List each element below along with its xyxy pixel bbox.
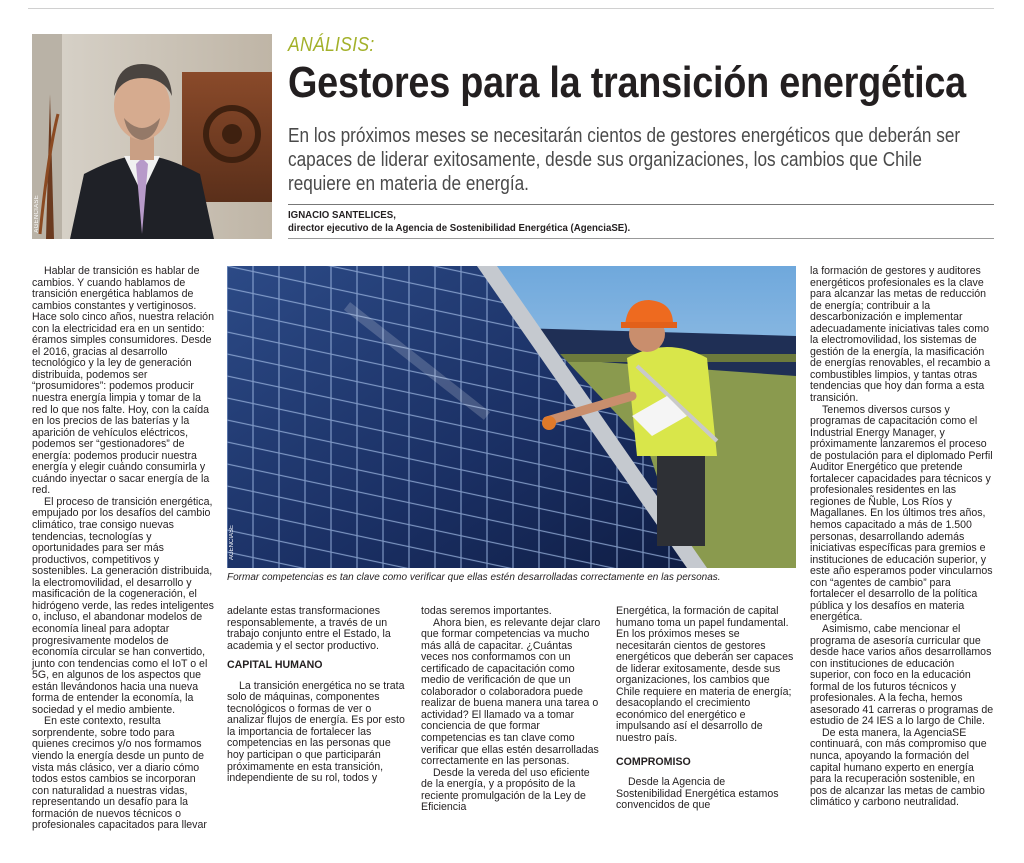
body-column-2 [227,606,405,785]
body-paragraph: La transición energética no se trata solo de máquinas, componentes tecnológicos o formas de ver o analizar flujos de energía. Es por esto la importancia de fortalecer las competencias en las personas que hoy participan o que participarán próximamente en esta transición, independiente de su rol, todos y [227,679,405,785]
body-paragraph: Asimismo, cabe mencionar el programa de asesoría curricular que desde hace varios años desarrollamos con instituciones de educación superior, con foco en la educación formal de los futuros técnicos y profesionales. A la fecha, hemos asesorado 41 carreras o programas de estudio de 24 IES a lo largo de Chile. [810,622,994,728]
byline-divider [288,204,994,205]
body-paragraph: Hablar de transición es hablar de cambios. Y cuando hablamos de transición energética hablamos de cambios constantes y vertiginosos. Hace solo cinco años, nuestra relación con la electricidad era en un sentido: éramos simples consumidores. Desde el 2016, gracias al desarrollo tecnológico y la ley de generación distribuida, podemos ser “prosumidores”: podemos producir nuestra energía limpia y tomar de la red lo que nos falte. Hoy, con la caída en los precios de las baterías y la aparición de vehículos eléctricos, podemos ser “gestionadores” de energía: podemos producir nuestra energía y elegir cuándo consumirla y cuándo inyectar o sacar energía de la red. [32,265,214,497]
top-rule [28,8,994,9]
body-column-3 [421,606,601,814]
solar-panels-photo [227,266,796,568]
portrait-credit: AGENCIASE [34,195,40,233]
section-kicker: ANÁLISIS: [288,34,375,56]
body-paragraph: todas seremos importantes. [421,605,552,617]
portrait-image [32,34,272,239]
byline-divider-bottom [288,238,994,239]
author-role: director ejecutivo de la Agencia de Sostenibilidad Energética (AgenciaSE). [288,222,631,234]
author-name: IGNACIO SANTELICES, [288,209,396,221]
body-paragraph: De esta manera, la AgenciaSE continuará, con más compromiso que nunca, apoyando la formación del capital humano experto en energía para la recuperación sostenible, en pos de alcanzar las metas de cambio climático y carbono neutralidad. [810,726,987,809]
photo-caption: Formar competencias es tan clave como verificar que ellas estén desarrolladas correctamente en las personas. [227,572,721,583]
body-paragraph: Ahora bien, es relevante dejar claro que formar competencias va mucho más allá de capacitar. ¿Cuántas veces nos conformamos con un certificado de capacitación como medio de verificación de que un colaborador o colaboradora puede realizar de buena manera una tarea o actividad? El llamado va a tomar conciencia de que formar competencias es tan clave como verificar que ellas estén desarrolladas correctamente en las personas. [421,616,601,768]
body-paragraph: Energética, la formación de capital humano toma un papel fundamental. En los próximos meses se necesitarán cientos de gestores energéticos que deberán ser capaces de liderar exitosamente, desde sus organizaciones, los cambios que Chile requiere en materia de energía; desacoplando el crecimiento económico del energético e impulsando así el desarrollo de nuestro país. [616,605,794,745]
body-paragraph: En este contexto, resulta sorprendente, sobre todo para quienes crecimos y/o nos formamos viendo la energía desde un punto de vista más clásico, ver a diario cómo todos estos cambios se incorporan con naturalidad a nuestras vidas, representando un desafío para la formación de nuevos técnicos o profesionales capacitados para llevar [32,715,207,832]
body-paragraph: Desde la Agencia de Sostenibilidad Energética estamos convencidos de que [616,776,779,812]
photo-credit: AGENCIASE [229,524,235,560]
article-dek: En los próximos meses se necesitarán cientos de gestores energéticos que deberán ser capaces de liderar exitosamente, desde sus organizaciones, los cambios que Chile requiere en materia de energía. [288,125,961,195]
body-paragraph: El proceso de transición energética, empujado por los desafíos del cambio climático, trae consigo nuevas tendencias, tecnologías y oportunidades para ser más productivos, competitivos y sostenibles. La generación distribuida, la electromovilidad, el desarrollo y masificación de la cogeneración, el hidrógeno verde, las redes inteligentes o, incluso, el abandonar modelos de economía lineal para adoptar progresivamente modelos de economía circular se han convertido, junto con tendencias como el IoT o el 5G, en algunos de los aspectos que están llevándonos hacia una nueva forma de entender la economía, la sociedad y el medio ambiente. [32,495,214,716]
body-column-1 [32,266,214,832]
body-paragraph: la formación de gestores y auditores energéticos profesionales es la clave para alcanzar las metas de reducción de energía; contribuir a la descarbonización e implementar adecuadamente iniciativas tales como la electromovilidad, los sistemas de gestión de la energía, la masificación de energías renovables, el recambio a combustibles limpios, y tantas otras tendencias que hoy dan forma a esta transición. [810,265,991,405]
subhead-capital-humano: CAPITAL HUMANO [227,659,323,672]
subhead-compromiso: COMPROMISO [616,755,691,768]
body-paragraph: Desde la vereda del uso eficiente de la energía, y a propósito de la reciente promulgación de la Ley de Eficiencia [421,766,590,814]
body-paragraph: Tenemos diversos cursos y programas de capacitación como el Industrial Energy Manager, y próximamente lanzaremos el proceso de postulación para el diplomado Perfil Auditor Energético que pretende fortalecer capacidades para técnicos y profesionales residentes en las regiones de Ñuble, Los Ríos y Magallanes. En los últimos tres años, hemos capacitado a más de 1.500 personas, desarrollando además iniciativas específicas para gremios e instituciones de educación superior, y este año esperamos poder vincularnos con “agentes de cambio” para fortalecer el desarrollo de la política pública y los desafíos en materia energética. [810,403,993,624]
photo-image [227,266,796,568]
article-headline: Gestores para la transición energética [288,58,966,107]
author-portrait [32,34,272,239]
body-column-4 [616,606,794,812]
body-paragraph: adelante estas transformaciones responsablemente, a través de un trabajo conjunto entre el Estado, la academia y el sector productivo. [227,605,391,652]
body-column-5 [810,266,994,809]
